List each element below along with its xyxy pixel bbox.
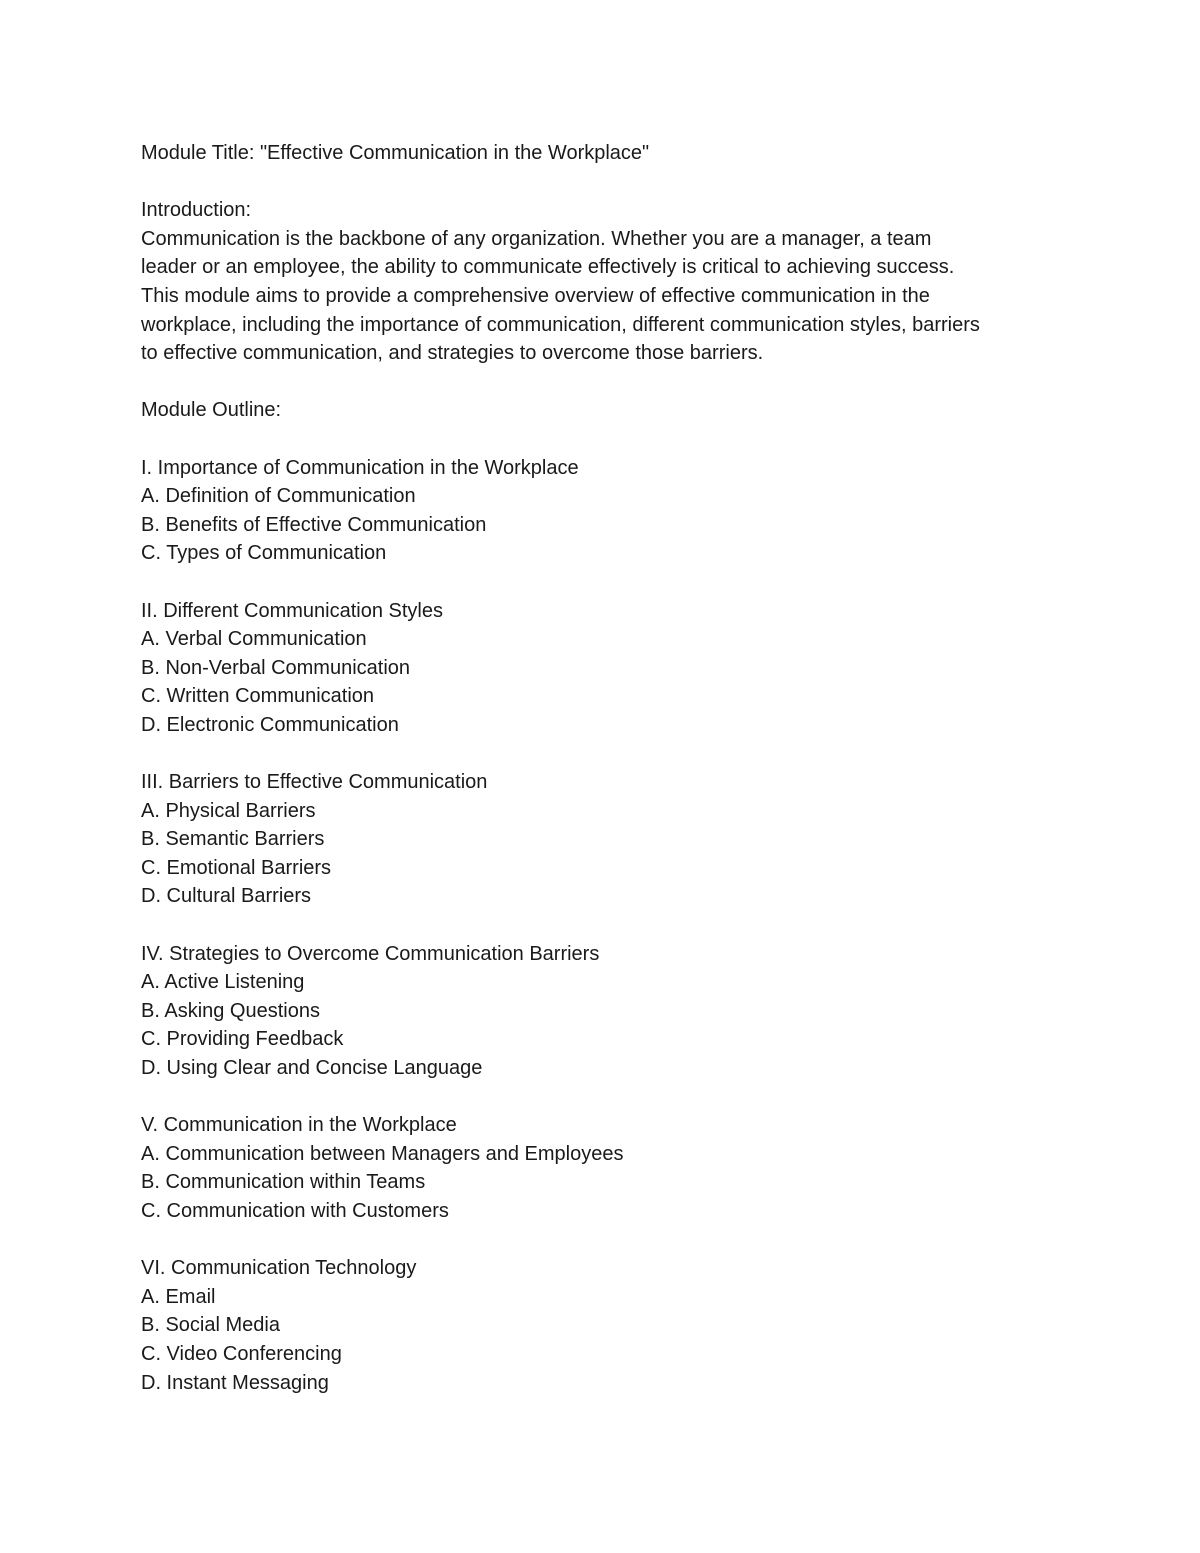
outline-section [141, 1254, 1061, 1397]
section-heading: II. Different Communication Styles [141, 599, 443, 622]
section-item: A. Email [141, 1285, 216, 1308]
introduction-line: leader or an employee, the ability to communicate effectively is critical to achieving success. [141, 256, 955, 279]
introduction-line: This module aims to provide a comprehensive overview of effective communication in the [141, 284, 930, 307]
section-item: C. Video Conferencing [141, 1342, 342, 1365]
outline-heading: Module Outline: [141, 399, 282, 422]
spacer [141, 739, 1061, 768]
section-item: B. Communication within Teams [141, 1171, 426, 1194]
introduction-line: Communication is the backbone of any organization. Whether you are a manager, a team [141, 227, 932, 250]
spacer [141, 425, 1061, 454]
spacer [141, 1226, 1061, 1255]
section-heading: V. Communication in the Workplace [141, 1114, 457, 1137]
section-item: A. Definition of Communication [141, 485, 416, 508]
spacer [141, 1083, 1061, 1112]
section-item: C. Providing Feedback [141, 1028, 344, 1051]
outline-section [141, 768, 1061, 911]
section-item: B. Non-Verbal Communication [141, 656, 411, 679]
outline-section [141, 597, 1061, 740]
section-item: A. Physical Barriers [141, 799, 316, 822]
spacer [141, 168, 1061, 197]
section-item: B. Asking Questions [141, 999, 320, 1022]
outline-section [141, 454, 1061, 568]
section-heading: IV. Strategies to Overcome Communication Barriers [141, 942, 600, 965]
section-heading: III. Barriers to Effective Communication [141, 771, 488, 794]
section-item: B. Semantic Barriers [141, 828, 325, 851]
section-item: D. Electronic Communication [141, 713, 399, 736]
section-item: B. Benefits of Effective Communication [141, 513, 487, 536]
introduction-line: to effective communication, and strategies to overcome those barriers. [141, 342, 764, 365]
introduction-heading: Introduction: [141, 199, 252, 222]
section-item: C. Written Communication [141, 685, 375, 708]
section-item: D. Using Clear and Concise Language [141, 1057, 483, 1079]
outline-section [141, 1111, 1061, 1225]
section-heading: VI. Communication Technology [141, 1257, 417, 1280]
section-item: B. Social Media [141, 1314, 280, 1337]
section-item: C. Types of Communication [141, 542, 387, 565]
document-page [141, 139, 1061, 1397]
section-heading: I. Importance of Communication in the Workplace [141, 456, 579, 479]
section-item: D. Cultural Barriers [141, 885, 312, 908]
section-item: C. Emotional Barriers [141, 856, 332, 879]
section-item: A. Communication between Managers and Employees [141, 1142, 624, 1165]
introduction-line: workplace, including the importance of communication, different communication styles, barriers [141, 313, 980, 336]
spacer [141, 568, 1061, 597]
module-title: Module Title: "Effective Communication in the Workplace" [141, 142, 650, 164]
introduction-paragraph [141, 225, 1061, 368]
spacer [141, 911, 1061, 940]
outline-section [141, 940, 1061, 1083]
spacer [141, 368, 1061, 397]
section-item: A. Verbal Communication [141, 628, 367, 651]
section-item: C. Communication with Customers [141, 1199, 449, 1222]
section-item: D. Instant Messaging [141, 1371, 329, 1394]
section-item: A. Active Listening [141, 971, 305, 994]
